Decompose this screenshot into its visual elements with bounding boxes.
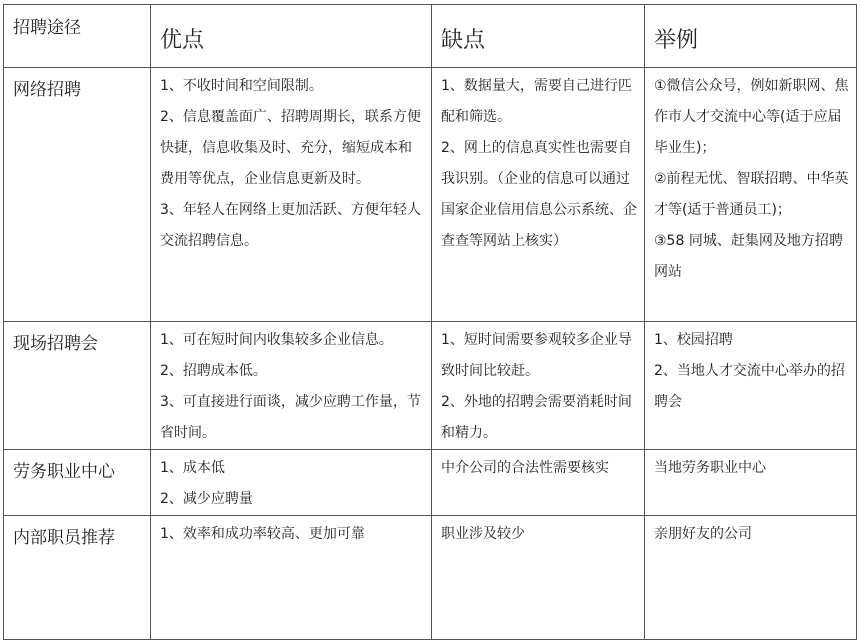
cell-line: 2、减少应聘量	[160, 491, 253, 507]
cell-line: ①微信公众号，例如新职网、焦作市人才交流中心等(适于应届毕业生)；	[654, 78, 849, 156]
cell-line: 1、数据量大，需要自己进行匹配和筛选。	[441, 78, 632, 125]
cell-line: 2、外地的招聘会需要消耗时间和精力。	[441, 394, 632, 441]
cell-line: 2、网上的信息真实性也需要自我识别。（企业的信息可以通过国家企业信用信息公示系统、企查查等网站上核实）	[441, 140, 637, 249]
cons-cell	[432, 68, 645, 322]
cell-line: 2、招聘成本低。	[160, 363, 267, 379]
channel-cell: 内部职员推荐	[4, 516, 151, 640]
header-pros: 优点	[151, 5, 432, 68]
recruitment-channels-table	[3, 4, 857, 640]
table-row	[4, 450, 857, 516]
cell-line: 3、年轻人在网络上更加活跃、方便年轻人交流招聘信息。	[160, 202, 421, 249]
cell-line: 1、成本低	[160, 460, 225, 476]
cell-line: 1、效率和成功率较高、更加可靠	[160, 526, 365, 542]
examples-cell	[645, 450, 857, 516]
channel-cell: 现场招聘会	[4, 322, 151, 450]
pros-cell	[151, 68, 432, 322]
channel-cell: 劳务职业中心	[4, 450, 151, 516]
table-row	[4, 68, 857, 322]
cell-line: 1、不收时间和空间限制。	[160, 78, 323, 94]
cell-line: 职业涉及较少	[441, 526, 525, 542]
header-cons: 缺点	[432, 5, 645, 68]
examples-cell	[645, 322, 857, 450]
cell-line: 亲朋好友的公司	[654, 526, 752, 542]
pros-cell	[151, 450, 432, 516]
table-row	[4, 516, 857, 640]
cell-line: ③58 同城、赶集网及地方招聘网站	[654, 233, 843, 280]
table-header-row	[4, 5, 857, 68]
pros-cell	[151, 516, 432, 640]
cons-cell	[432, 322, 645, 450]
pros-cell	[151, 322, 432, 450]
cell-line: 中介公司的合法性需要核实	[441, 460, 609, 476]
examples-cell	[645, 516, 857, 640]
cell-line: 1、校园招聘	[654, 332, 733, 348]
cons-cell	[432, 450, 645, 516]
cell-line: 1、可在短时间内收集较多企业信息。	[160, 332, 393, 348]
header-channel: 招聘途径	[4, 5, 151, 68]
cell-line: 1、短时间需要参观较多企业导致时间比较赶。	[441, 332, 632, 379]
cell-line: ②前程无忧、智联招聘、中华英才等(适于普通员工)；	[654, 171, 849, 218]
cell-line: 2、当地人才交流中心举办的招聘会	[654, 363, 845, 410]
cell-line: 当地劳务职业中心	[654, 460, 766, 476]
cell-line: 3、可直接进行面谈，减少应聘工作量，节省时间。	[160, 394, 421, 441]
channel-cell: 网络招聘	[4, 68, 151, 322]
cons-cell	[432, 516, 645, 640]
cell-line: 2、信息覆盖面广、招聘周期长，联系方便快捷，信息收集及时、充分，缩短成本和费用等优点，企业信息更新及时。	[160, 109, 421, 187]
table-row	[4, 322, 857, 450]
examples-cell	[645, 68, 857, 322]
header-examples: 举例	[645, 5, 857, 68]
